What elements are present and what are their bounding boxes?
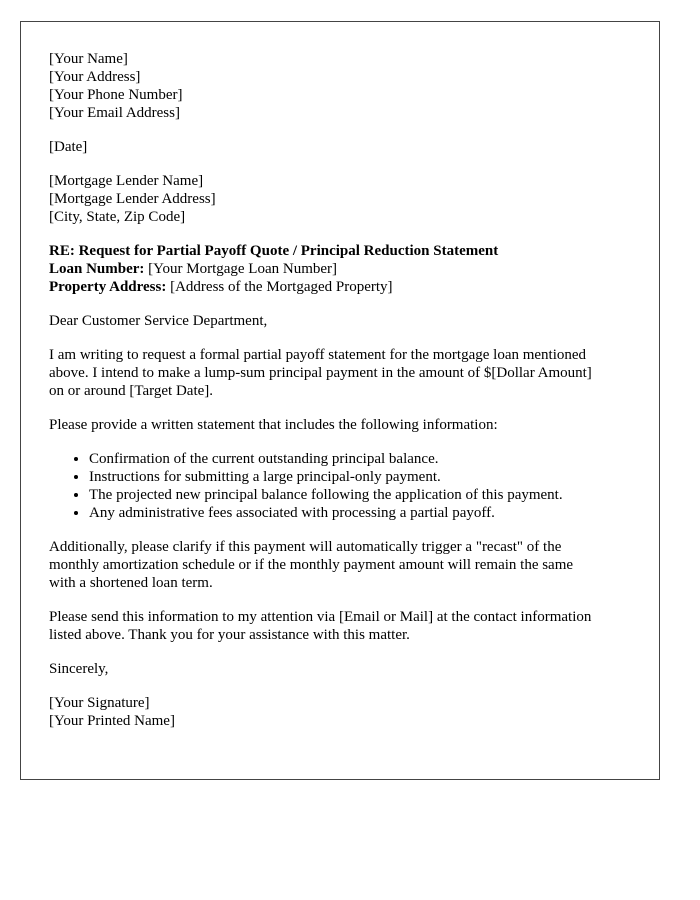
closing-line: listed above. Thank you for your assistance with this matter.	[49, 627, 410, 643]
printed-name: [Your Printed Name]	[49, 713, 175, 729]
subject-block	[49, 242, 639, 296]
lender-address: [Mortgage Lender Address]	[49, 191, 216, 207]
letter-content	[49, 50, 639, 746]
sender-address: [Your Address]	[49, 69, 141, 85]
intro-line: I am writing to request a formal partial payoff statement for the mortgage loan mentioned	[49, 347, 587, 363]
signature-placeholder: [Your Signature]	[49, 695, 150, 711]
closing-paragraph	[49, 608, 639, 644]
property-address-line	[49, 278, 639, 296]
date-block	[49, 138, 639, 156]
sender-name: [Your Name]	[49, 51, 128, 67]
valediction-block	[49, 660, 639, 678]
salutation	[49, 312, 639, 330]
subject-re-line: RE: Request for Partial Payoff Quote / Principal Reduction Statement	[49, 243, 499, 259]
sender-phone: [Your Phone Number]	[49, 87, 183, 103]
sender-block	[49, 50, 639, 122]
letter-page	[20, 21, 660, 780]
recipient-block	[49, 172, 639, 226]
lender-name: [Mortgage Lender Name]	[49, 173, 204, 189]
list-item: • The projected new principal balance following the application of this payment.	[89, 486, 639, 504]
sender-email: [Your Email Address]	[49, 105, 180, 121]
loan-number-line	[49, 260, 639, 278]
property-address-value: [Address of the Mortgaged Property]	[170, 279, 393, 295]
loan-number-label: Loan Number:	[49, 261, 145, 277]
lender-city-state-zip: [City, State, Zip Code]	[49, 209, 186, 225]
request-intro-paragraph	[49, 416, 639, 434]
recast-line: monthly amortization schedule or if the monthly payment amount will remain the same	[49, 557, 574, 573]
recast-line: Additionally, please clarify if this payment will automatically trigger a "recast" of the	[49, 539, 562, 555]
valediction: Sincerely,	[49, 661, 109, 677]
salutation-text: Dear Customer Service Department,	[49, 313, 268, 329]
closing-line: Please send this information to my attention via [Email or Mail] at the contact information	[49, 609, 592, 625]
list-item: • Confirmation of the current outstanding principal balance.	[89, 450, 639, 468]
request-list	[49, 450, 639, 522]
intro-line: on or around [Target Date].	[49, 383, 214, 399]
list-item: • Instructions for submitting a large principal-only payment.	[89, 468, 639, 486]
recast-line: with a shortened loan term.	[49, 575, 213, 591]
recast-paragraph	[49, 538, 639, 592]
property-address-label: Property Address:	[49, 279, 167, 295]
list-item: • Any administrative fees associated with processing a partial payoff.	[89, 504, 639, 522]
signature-block	[49, 694, 639, 730]
intro-line: above. I intend to make a lump-sum principal payment in the amount of $[Dollar Amount]	[49, 365, 592, 381]
loan-number-value: [Your Mortgage Loan Number]	[148, 261, 338, 277]
letter-date: [Date]	[49, 139, 88, 155]
intro-paragraph	[49, 346, 639, 400]
request-intro-text: Please provide a written statement that includes the following information:	[49, 417, 498, 433]
